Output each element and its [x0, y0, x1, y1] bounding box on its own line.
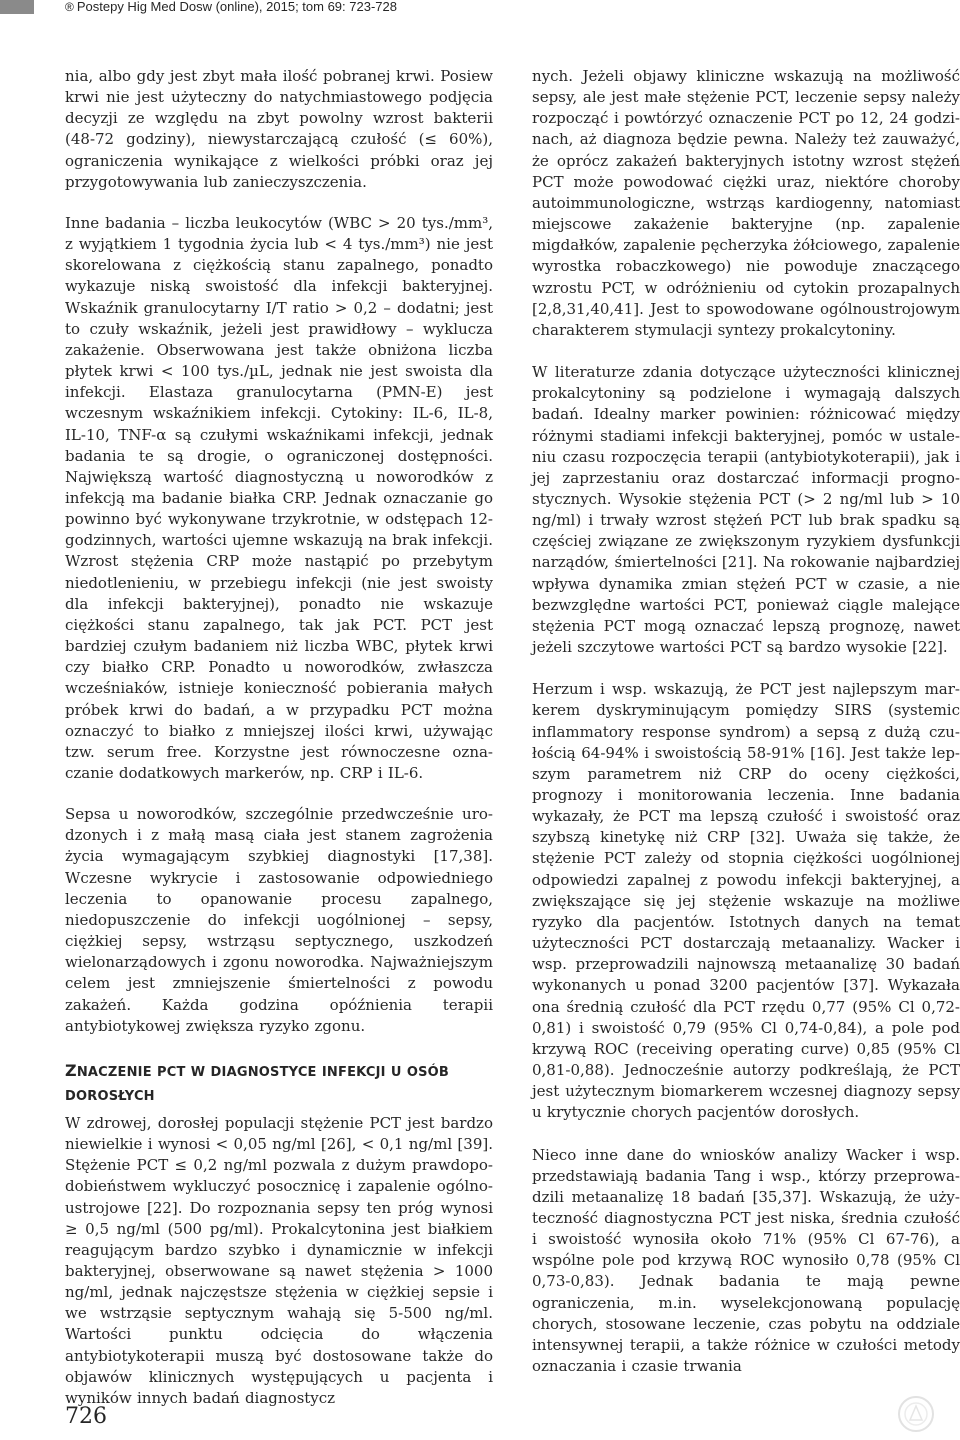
paragraph: nia, albo gdy jest zbyt mała ilość pobranej krwi. Posiew krwi nie jest użyteczny do natychmiastowego podjęcia decyzji ze względu na zbyt powolny wzrost bakterii (48-72 godziny), niewystarczającą czułość (≤ 60%), ograniczenia wynikające z wielkości próbki oraz jej przygotowywania lub zanieczyszczenia. [65, 67, 493, 191]
header-color-block [0, 0, 34, 14]
paragraph: Nieco inne dane do wniosków analizy Wacker i wsp. przedstawiają badania Tang i wsp., którzy przeprowadzili metaanalizę 18 badań [35,37]. Wskazują, że użyteczność diagnostyczna PCT jest niska, średnia czułość i swoistość wynosiła około 71% (95% Cl 67-76), a wspólne pole pod krzywą ROC wynosiło 0,78 (95% Cl 0,73-0,83). Jednak badania te mają pewne ograniczenia, m.in. wyselekcjonowaną populację chorych, stosowane leczenie, czas pobytu na oddziale intensywnej terapii, a także różnice w czułości metody oznaczania i czasie trwania [532, 1145, 960, 1376]
paragraph: Herzum i wsp. wskazują, że PCT jest najlepszym markerem dyskryminującym pomiędzy SIRS (systemic inflammatory response syndrom) a sepsą z dużą czułością 64-94% i swoistością 58-91% [16]. Jest także lepszym parametrem niż CRP do oceny ciężkości, prognozy i monitorowania leczenia. Inne badania wykazały, że PCT ma lepszą czułość i swoistość oraz szybszą kinetykę niż CRP [32]. Uważa się także, że stężenie PCT zależy od stopnia ciężkości uogólnionej odpowiedzi zapalnej z powodu infekcji bakteryjnej, a zwiększające się jej stężenie wskazuje na możliwe ryzyko dla pacjentów. Istotnych danych na temat użyteczności PCT dostarczają metaanalizy. Wacker i wsp. przeprowadzili najnowszą metaanalizę 30 badań wykonanych u ponad 3200 pacjentów [37]. Wykazała ona średnią czułość dla PCT rzędu 0,77 (95% Cl 0,72-0,81) i swoistość 0,79 (95% Cl 0,74-0,84), a pole pod krzywą ROC (receiving operating curve) 0,85 (95% Cl 0,81-0,88). Jednocześnie autorzy podkreślają, że PCT jest użytecznym biomarkerem wczesnej diagnozy sepsy u krytycznie chorych pacjentów dorosłych. [532, 680, 960, 1122]
running-header [0, 0, 960, 22]
section-heading [65, 1059, 493, 1109]
paragraph: W literaturze zdania dotyczące użyteczności klinicznej prokalcytoniny są podzielone i wymagają dalszych badań. Idealny marker powinien: różnicować między różnymi stadiami infekcji bakteryjnej, pomóc w ustaleniu czasu rozpoczęcia terapii (antybiotykoterapii), jak i jej zaprzestaniu oraz dostarczać informacji prognostycznych. Wysokie stężenia PCT (> 2 ng/ml lub > 10 ng/ml) i trwały wzrost stężeń PCT lub brak spadku są częściej związane ze zwiększonym ryzykiem dysfunkcji narządów, śmiertelności [21]. Na rokowanie najbardziej wpływa dynamika zmian stężeń PCT w czasie, a nie bezwzględne wartości PCT, ponieważ ciągle malejące stężenia PCT mogą oznaczać lepszą prognozę, nawet jeżeli szczytowe wartości PCT są bardzo wysokie [22]. [532, 363, 960, 657]
running-title-line [65, 0, 397, 14]
paragraph: nych. Jeżeli objawy kliniczne wskazują na możliwość sepsy, ale jest małe stężenie PCT, leczenie sepsy należy rozpocząć i powtórzyć oznaczenie PCT po 12, 24 godzinach, aż diagnoza będzie pewna. Należy też zauważyć, że oprócz zakażeń bakteryjnych istotny wzrost stężeń PCT może powodować ciężki uraz, niektóre choroby autoimmunologiczne, wstrząs kardiogenny, natomiast miejscowe zakażenie bakteryjne (np. zapalenie migdałków, zapalenie pęcherzyka żółciowego, zapalenie wyrostka robaczkowego) nie powoduje znaczącego wzrostu PCT, w odróżnieniu od cytokin prozapalnych [2,8,31,40,41]. Jest to spowodowane ogólnoustrojowym charakterem stymulacji syntezy prokalcytoniny. [532, 67, 960, 339]
right-column [532, 66, 960, 1377]
page-number: 726 [65, 1404, 107, 1429]
section-heading-text: NACZENIE PCT W DIAGNOSTYCE INFEKCJI U OSÓB DOROSŁYCH [65, 1064, 450, 1104]
left-column [65, 66, 493, 1409]
running-title: Postepy Hig Med Dosw (online), 2015; tom 69: 723-728 [76, 0, 397, 14]
paragraph: Inne badania – liczba leukocytów (WBC > 20 tys./mm³, z wyjątkiem 1 tygodnia życia lub < 4 tys./mm³) nie jest skorelowana z ciężkością stanu zapalnego, ponadto wykazuje niską swoistość dla infekcji bakteryjnej. Wskaźnik granulocytarny I/T ratio > 0,2 – dodatni; jest to czuły wskaźnik, jeżeli jest prawidłowy – wyklucza zakażenie. Obserwowana jest także obniżona liczba płytek krwi < 100 tys./µL, jednak nie jest swoista dla infekcji. Elastaza granulocytarna (PMN-E) jest wczesnym wskaźnikiem infekcji. Cytokiny: IL-6, IL-8, IL-10, TNF-α są czułymi wskaźnikami infekcji, jednak badania te są drogie, o ograniczonej dostępności. Największą wartość diagnostyczną u noworodków z infekcją ma badanie białka CRP. Jednak oznaczanie go powinno być wykonywane trzykrotnie, w odstępach 12-godzinnych, wartości ujemne wskazują na brak infekcji. Wzrost stężenia CRP może nastąpić po przebytym niedotlenieniu, w przebiegu infekcji (nie jest swoisty dla infekcji bakteryjnej), ponadto nie wskazuje ciężkości stanu zapalnego, tak jak PCT. PCT jest bardziej czułym badaniem niż liczba WBC, płytek krwi czy białko CRP. Ponadto u noworodków, zwłaszcza wcześniaków, istnieje konieczność pobierania małych próbek krwi do badań, a w przypadku PCT można oznaczyć to białko z mniejszej ilości krwi, używając tzw. serum free. Korzystne jest równoczesne oznaczanie dodatkowych markerów, np. CRP i IL-6. [65, 213, 493, 782]
paragraph: W zdrowej, dorosłej populacji stężenie PCT jest bardzo niewielkie i wynosi < 0,05 ng/ml [26], < 0,1 ng/ml [39]. Stężenie PCT ≤ 0,2 ng/ml pozwala z dużym prawdopodobieństwem wykluczyć posocznicę i zapalenie ogólnoustrojowe [22]. Do rozpoznania sepsy ten próg wynosi ≥ 0,5 ng/ml (500 pg/ml). Prokalcytonina jest białkiem reagującym bardzo szybko i dynamicznie w infekcji bakteryjnej, obserwowane są nawet stężenia > 1000 ng/ml, jednak najczęstsze stężenia w ciężkiej sepsie i we wstrząsie septycznym wahają się 5-500 ng/ml. Wartości punktu odcięcia do włączenia antybiotykoterapii muszą być dostosowane także do objawów klinicznych występujących u pacjenta i wyników innych badań diagnostycz [65, 1113, 493, 1407]
section-heading-initial: Z [65, 1060, 77, 1080]
cc-mark-icon: ® [65, 0, 74, 14]
journal-emblem-icon [896, 1394, 936, 1434]
paragraph: Sepsa u noworodków, szczególnie przedwcześnie urodzonych i z małą masą ciała jest stanem zagrożenia życia wymagającym szybkiej diagnostyki [17,38]. Wczesne wykrycie i zastosowanie odpowiedniego leczenia to opanowanie procesu zapalnego, niedopuszczenie do infekcji uogólnionej – sepsy, ciężkiej sepsy, wstrząsu septycznego, uszkodzeń wielonarządowych i zgonu noworodka. Najważniejszym celem jest zmniejszenie śmiertelności z powodu zakażeń. Każda godzina opóźnienia terapii antybiotykowej zwiększa ryzyko zgonu. [65, 805, 493, 1035]
